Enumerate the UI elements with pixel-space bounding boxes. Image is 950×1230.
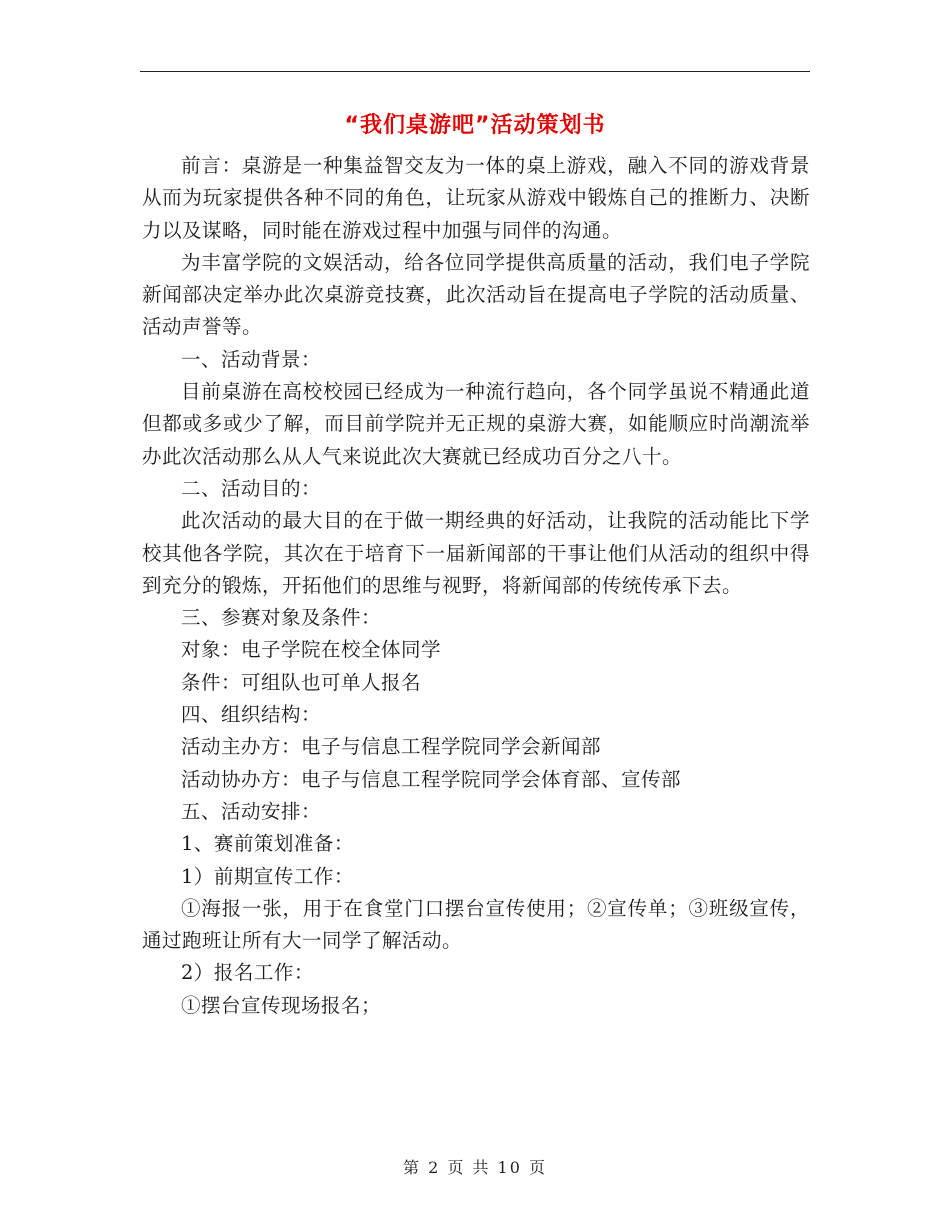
paragraph-background: 目前桌游在高校校园已经成为一种流行趋向，各个同学虽说不精通此道但都或多或少了解，而目前学院并无正规的桌游大赛，如能顺应时尚潮流举办此次活动那么从人气来说此次大赛就已经成功百分之八十。 xyxy=(142,380,810,468)
heading-background: 一、活动背景： xyxy=(181,347,322,371)
paragraph-publicity-items: ①海报一张，用于在食堂门口摆台宣传使用；②宣传单；③班级宣传，通过跑班让所有大一同学了解活动。 xyxy=(142,896,810,953)
subheading-publicity: 1）前期宣传工作： xyxy=(181,864,354,888)
subheading-registration: 2）报名工作： xyxy=(181,961,314,985)
paragraph-intro: 为丰富学院的文娱活动，给各位同学提供高质量的活动，我们电子学院新闻部决定举办此次桌游竞技赛，此次活动旨在提高电子学院的活动质量、活动声誉等。 xyxy=(142,250,810,339)
heading-organization: 四、组织结构： xyxy=(181,703,322,727)
paragraph-participants-target: 对象：电子学院在校全体同学 xyxy=(181,638,442,662)
paragraph-preface: 前言：桌游是一种集益智交友为一体的桌上游戏，融入不同的游戏背景从而为玩家提供各种不同的角色，让玩家从游戏中锻炼自己的推断力、决断力以及谋略，同时能在游戏过程中加强与同伴的沟通。 xyxy=(142,154,810,242)
paragraph-participants-condition: 条件：可组队也可单人报名 xyxy=(181,670,422,694)
paragraph-purpose: 此次活动的最大目的在于做一期经典的好活动，让我院的活动能比下学校其他各学院，其次在于培育下一届新闻部的干事让他们从活动的组织中得到充分的锻炼，开拓他们的思维与视野，将新闻部的传统传承下去。 xyxy=(142,509,810,597)
paragraph-co-organizer: 活动协办方：电子与信息工程学院同学会体育部、宣传部 xyxy=(181,767,682,791)
paragraph-organizer: 活动主办方：电子与信息工程学院同学会新闻部 xyxy=(181,735,602,759)
page-number-footer: 第 2 页 共 10 页 xyxy=(403,1158,547,1177)
heading-participants: 三、参赛对象及条件： xyxy=(181,606,382,630)
paragraph-registration-items: ①摆台宣传现场报名； xyxy=(181,993,382,1017)
heading-purpose: 二、活动目的： xyxy=(181,476,322,500)
heading-arrangement: 五、活动安排： xyxy=(181,799,322,823)
subheading-preparation: 1、赛前策划准备： xyxy=(181,832,354,856)
document-title: “我们桌游吧”活动策划书 xyxy=(344,113,606,138)
header-rule xyxy=(140,71,810,72)
document-body xyxy=(142,150,810,1022)
